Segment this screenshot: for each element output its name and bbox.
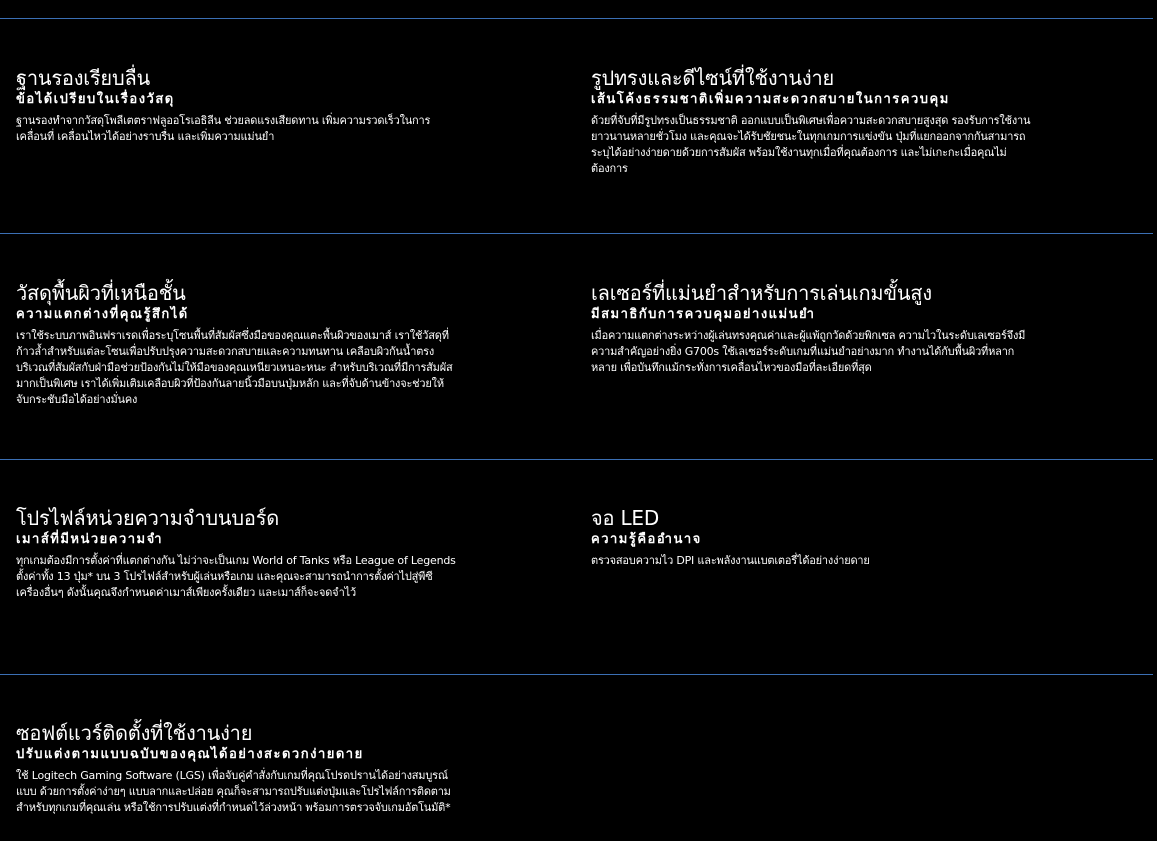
feature-subtitle: มีสมาธิกับการควบคุมอย่างแม่นยำ <box>591 307 816 322</box>
feature-precision-laser <box>591 280 1031 376</box>
feature-title: วัสดุพื้นผิวที่เหนือชั้น <box>16 281 186 305</box>
section-divider <box>0 233 1153 234</box>
feature-ergonomic-design <box>591 65 1031 177</box>
feature-title: จอ LED <box>591 506 660 530</box>
feature-onboard-memory <box>16 505 456 601</box>
feature-title: ฐานรองเรียบลื่น <box>16 66 150 90</box>
feature-title: โปรไฟล์หน่วยความจำบนบอร์ด <box>16 506 280 530</box>
feature-title: รูปทรงและดีไซน์ที่ใช้งานง่าย <box>591 66 835 90</box>
feature-description: ด้วยที่จับที่มีรูปทรงเป็นธรรมชาติ ออกแบบเป็นพิเศษเพื่อความสะดวกสบายสูงสุด รองรับการใช้งานยาวนานหลายชั่วโมง และคุณจะได้รับชัยชนะในทุกเกมการแข่งขัน ปุ่มที่แยกออกจากกันสามารถระบุได้อย่างง่ายดายด้วยการสัมผัส พร้อมใช้งานทุกเมื่อที่คุณต้องการ และไม่เกะกะเมื่อคุณไม่ต้องการ <box>591 114 1031 175</box>
section-divider <box>0 18 1153 19</box>
section-divider <box>0 674 1153 675</box>
feature-surface-materials <box>16 280 456 408</box>
section-divider <box>0 459 1153 460</box>
feature-subtitle: เมาส์ที่มีหน่วยความจำ <box>16 532 164 547</box>
feature-subtitle: ความรู้คืออำนาจ <box>591 532 702 547</box>
feature-subtitle: เส้นโค้งธรรมชาติเพิ่มความสะดวกสบายในการควบคุม <box>591 92 950 107</box>
feature-description: ใช้ Logitech Gaming Software (LGS) เพื่อจับคู่คำสั่งกับเกมที่คุณโปรดปรานได้อย่างสมบูรณ์แบบ ด้วยการตั้งค่าง่ายๆ แบบลากและปล่อย คุณก็จะสามารถปรับแต่งปุ่มและโปรไฟล์การติดตามสำหรับทุกเกมที่คุณเล่น หรือใช้การปรับแต่งที่กำหนดไว้ล่วงหน้า พร้อมการตรวจจับเกมอัตโนมัติ* <box>16 769 451 814</box>
feature-title: เลเซอร์ที่แม่นยำสำหรับการเล่นเกมขั้นสูง <box>591 281 932 305</box>
feature-gaming-software <box>16 720 456 816</box>
feature-description: ฐานรองทำจากวัสดุโพลีเตตราฟลูออโรเอธิลีน ช่วยลดแรงเสียดทาน เพิ่มความรวดเร็วในการเคลื่อนที่ เคลื่อนไหวได้อย่างราบรื่น และเพิ่มความแม่นยำ <box>16 114 431 143</box>
feature-subtitle: ข้อได้เปรียบในเรื่องวัสดุ <box>16 92 175 107</box>
feature-smooth-feet <box>16 65 456 145</box>
feature-description: เราใช้ระบบภาพอินฟราเรดเพื่อระบุโซนพื้นที่สัมผัสซึ่งมือของคุณแตะพื้นผิวของเมาส์ เราใช้วัสดุที่ก้าวล้ำสำหรับแต่ละโซนเพื่อปรับปรุงความสะดวกสบายและความทนทาน เคลือบผิวกันน้ำตรงบริเวณที่สัมผัสกับฝ่ามือช่วยป้องกันไม่ให้มือของคุณเหนียวเหนอะหนะ สำหรับบริเวณที่มีการสัมผัสมากเป็นพิเศษ เราได้เพิ่มเติมเคลือบผิวที่ป้องกันลายนิ้วมือบนปุ่มหลัก และที่จับด้านข้างจะช่วยให้จับกระชับมือได้อย่างมั่นคง <box>16 329 453 406</box>
feature-title: ซอฟต์แวร์ติดตั้งที่ใช้งานง่าย <box>16 721 253 745</box>
feature-led-display <box>591 505 1031 569</box>
feature-description: ตรวจสอบความไว DPI และพลังงานแบตเตอรี่ได้อย่างง่ายดาย <box>591 554 870 567</box>
feature-description: เมื่อความแตกต่างระหว่างผู้เล่นทรงคุณค่าและผู้แพ้ถูกวัดด้วยพิกเซล ความไวในระดับเลเซอร์จึงมีความสำคัญอย่างยิ่ง G700s ใช้เลเซอร์ระดับเกมที่แม่นยำอย่างมาก ทำงานได้กับพื้นผิวที่หลากหลาย เพื่อบันทึกแม้กระทั่งการเคลื่อนไหวของมือที่ละเอียดที่สุด <box>591 329 1026 374</box>
feature-subtitle: ความแตกต่างที่คุณรู้สึกได้ <box>16 307 189 322</box>
feature-subtitle: ปรับแต่งตามแบบฉบับของคุณได้อย่างสะดวกง่ายดาย <box>16 747 364 762</box>
feature-description: ทุกเกมต้องมีการตั้งค่าที่แตกต่างกัน ไม่ว่าจะเป็นเกม World of Tanks หรือ League of Legends ตั้งค่าทั้ง 13 ปุ่ม* บน 3 โปรไฟล์สำหรับผู้เล่นหรือเกม และคุณจะสามารถนำการตั้งค่าไปสู่พีซีเครื่องอื่นๆ ดังนั้นคุณจึงกำหนดค่าเมาส์เพียงครั้งเดียว และเมาส์ก็จะจดจำไว้ <box>16 554 456 599</box>
